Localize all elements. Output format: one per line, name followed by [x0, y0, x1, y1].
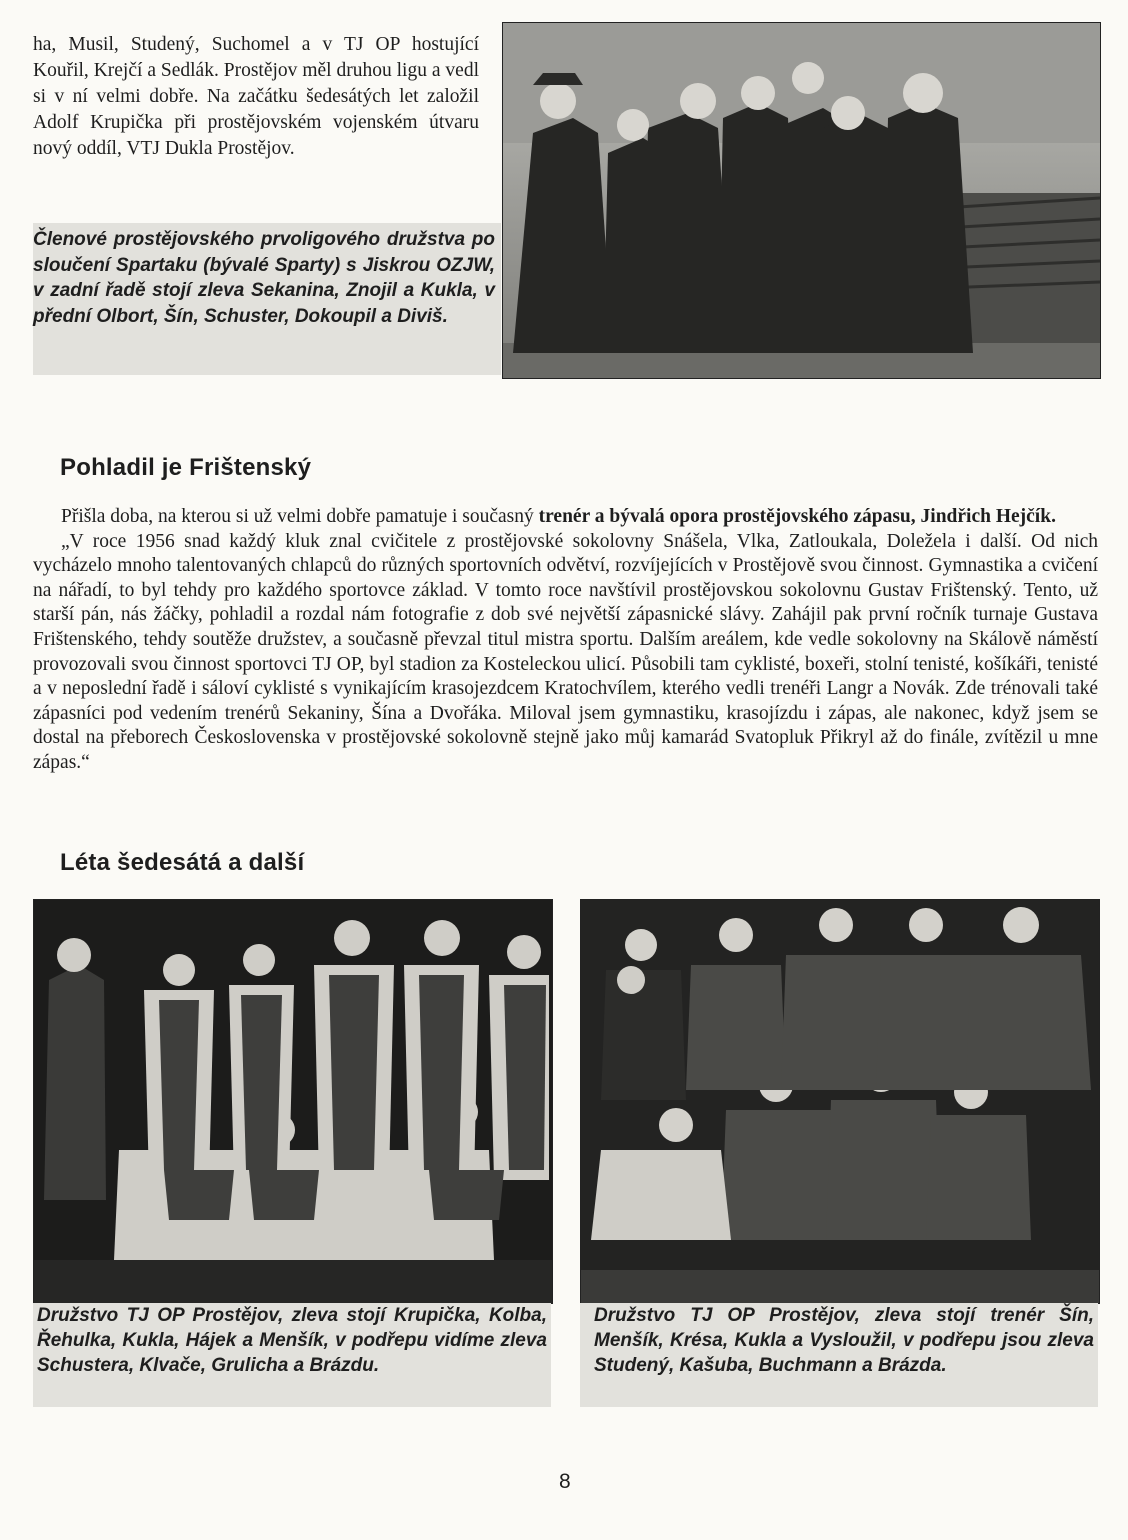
paragraph-intro-bold: trenér a bývalá opora prostějovského zápasu, Jindřich Hejčík. — [538, 506, 1056, 527]
intro-paragraph: ha, Musil, Studený, Suchomel a v TJ OP hostující Kouřil, Krejčí a Sedlák. Prostějov měl druhou ligu a vedl si v ní velmi dobře. Na začátku šedesátých let založil Adolf Krupička při prostějovském vojenském útvaru nový oddíl, VTJ Dukla Prostějov. — [33, 34, 479, 159]
team-photo-tracksuits — [580, 899, 1100, 1304]
photo-caption-right: Družstvo TJ OP Prostějov, zleva stojí trenér Šín, Menšík, Krésa, Kukla a Vysloužil, v podřepu jsou zleva Studený, Kašuba, Buchmann a Brázda. — [580, 1303, 1098, 1407]
section-heading-leta: Léta šedesátá a další — [60, 849, 305, 876]
team-photo-coats-illustration — [503, 23, 1100, 378]
section-heading-pohladil: Pohladil je Frištenský — [60, 454, 312, 481]
team-photo-wrestlers-illustration — [34, 900, 552, 1303]
paragraph-quote: „V roce 1956 snad každý kluk znal cvičitele z prostějovské sokolovny Snášela, Vlka, Zatloukala, Doležela i další. Od nich vycházelo mnoho talentovaných chlapců do různých sportovních odvětví, rozvíjejících v Prostějově svou činnost. Gymnastika a cvičení na nářadí, to byl tehdy pro každého sportovce základ. V tomto roce navštívil prostějovskou sokolovnu Gustav Frištenský. Tento, už starší pán, nás žáčky, pohladil a rozdal nám fotografie z dob své největší zápasnické slávy. Zahájil pak první ročník turnaje Gustava Frištenského, tehdy soutěže družstev, a současně převzal titul mistra sportu. Dalším areálem, kde vedle sokolovny na Skálově náměstí provozovali svou činnost sportovci TJ OP, byl stadion za Kosteleckou ulicí. Působili tam cyklisté, boxeři, stolní tenisté, košíkáři, tenisté a v neposlední řadě i sáloví cyklisté s vynikajícím krasojezdcem Kratochvílem, kterého vedli trenéři Langr a Novák. Zde trénovali také zápasníci pod vedením trenérů Sekaniny, Šína a Dvořáka. Miloval jsem gymnastiku, krasojízdu i zápas, ale nakonec, když jsem se dostal na přeborech Československa v prostějovské sokolovně stejně jako můj kamarád Svatopluk Přikryl až do finále, zvítězil u mne zápas.“ — [33, 530, 1098, 773]
paragraph-intro-text: Přišla doba, na kterou si už velmi dobře pamatuje i současný — [61, 506, 539, 527]
article-body — [33, 505, 1098, 776]
page-number: 8 — [559, 1470, 571, 1493]
team-photo-wrestlers — [33, 899, 553, 1304]
photo-caption-left: Družstvo TJ OP Prostějov, zleva stojí Krupička, Kolba, Řehulka, Kukla, Hájek a Menšík, v podřepu vidíme zleva Schustera, Klvače, Grulicha a Brázdu. — [33, 1303, 551, 1407]
photo-caption-top — [33, 223, 501, 375]
team-photo-coats — [502, 22, 1101, 379]
team-photo-tracksuits-illustration — [581, 900, 1099, 1303]
photo-caption-top-text: Členové prostějovského prvoligového družstva po sloučení Spartaku (bývalé Sparty) s Jiskrou OZJW, v zadní řadě stojí zleva Sekanina, Znojil a Kukla, v přední Olbort, Šín, Schuster, Dokoupil a Diviš. — [33, 229, 495, 327]
paragraph-intro — [33, 505, 1098, 530]
